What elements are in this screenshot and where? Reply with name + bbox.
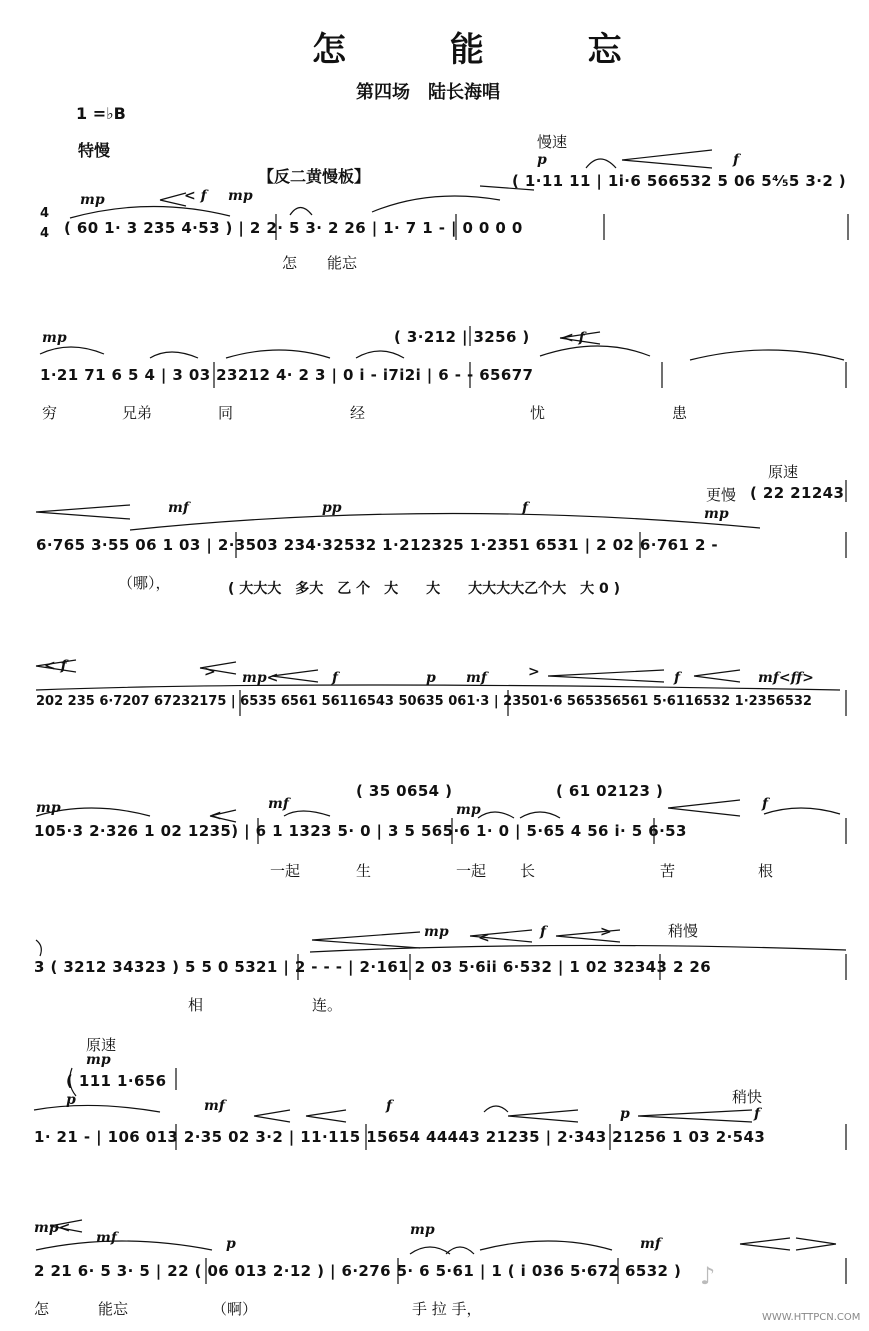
crescendo-hairpin xyxy=(160,193,186,206)
slur xyxy=(480,1241,612,1250)
bar-line xyxy=(176,1068,846,1150)
slur xyxy=(586,159,616,168)
dynamic-mark: > xyxy=(528,664,540,680)
bar-line xyxy=(240,690,846,716)
crescendo-hairpin xyxy=(36,660,76,672)
crescendo-hairpin xyxy=(560,332,600,344)
section-banner: 【反二黄慢板】 xyxy=(258,167,371,186)
lyric-word: 生 xyxy=(356,862,372,880)
slur xyxy=(70,1068,76,1096)
slur xyxy=(36,1241,212,1250)
slur xyxy=(540,346,650,356)
bar-line xyxy=(276,214,848,240)
diminuendo-hairpin xyxy=(508,1110,578,1122)
tempo-marking: 原速 xyxy=(86,1036,117,1054)
dynamic-hairpin xyxy=(254,1110,346,1122)
slur xyxy=(150,352,198,358)
lyric-word: 经 xyxy=(350,404,366,422)
dynamic-mark: mp< xyxy=(34,1220,71,1236)
lyric-word: 连。 xyxy=(312,996,343,1014)
bar-line xyxy=(214,326,846,388)
tempo-marking: 更慢 xyxy=(706,486,737,504)
score-subtitle: 第四场 陆长海唱 xyxy=(356,82,500,103)
lyric-word: 相 xyxy=(188,996,204,1014)
lyric-word: 一起 xyxy=(456,862,487,880)
crescendo-hairpin xyxy=(638,1110,752,1122)
dynamic-mark: pp xyxy=(322,500,342,516)
dynamic-mark: f xyxy=(522,500,529,516)
dynamic-mark: f xyxy=(733,152,740,168)
notation-line: ( 1·11 11 | 1i·6 566532 5 06 5⁴⁄₅5 3·2 ) xyxy=(512,172,847,190)
slur xyxy=(764,808,840,814)
dynamic-mark: mp xyxy=(410,1222,435,1238)
slur xyxy=(310,945,846,952)
slur xyxy=(484,1106,508,1112)
notation-line: 202 235 6·7207 67232175 | 6535 6561 56116543 50635 061·3 | 23501·6 565356561 5·6116532 1·2356532 xyxy=(36,694,812,709)
dynamic-mark: mp xyxy=(424,924,449,940)
dynamic-mark: mp xyxy=(456,802,481,818)
dynamic-mark: < f xyxy=(44,658,67,674)
watermark-logo: ♪ xyxy=(700,1262,716,1290)
bar-line xyxy=(236,480,846,558)
bar-line xyxy=(298,954,846,980)
dynamic-mark: mp< xyxy=(242,670,279,686)
tempo-marking: 原速 xyxy=(768,463,799,481)
dynamic-mark: < f xyxy=(184,188,207,204)
dynamic-mark: mp xyxy=(36,800,61,816)
slur xyxy=(356,351,404,358)
lyric-word: （啊） xyxy=(212,1300,258,1318)
notation-line: 6·765 3·55 06 1 03 | 2·3503 234·32532 1·212325 1·2351 6531 | 2 02 6·761 2 - xyxy=(36,536,719,554)
dynamic-mark: mp xyxy=(86,1052,111,1068)
slur xyxy=(226,350,330,358)
tempo-marking: 特慢 xyxy=(78,141,111,160)
dynamic-mark: < xyxy=(478,930,490,946)
dynamic-mark: f xyxy=(754,1106,761,1122)
dynamic-mark: f xyxy=(762,796,769,812)
tempo-marking: 慢速 xyxy=(537,133,568,151)
lyric-word: 患 xyxy=(672,404,688,422)
slur xyxy=(36,685,840,690)
dynamic-mark: > xyxy=(600,924,612,940)
lyric-word: 怎 xyxy=(34,1300,50,1318)
lyrics-line: 怎 能忘 xyxy=(282,254,358,272)
slur xyxy=(284,811,330,816)
slur xyxy=(690,350,844,360)
dynamic-mark: f xyxy=(674,670,681,686)
lyric-word: 能忘 xyxy=(98,1300,129,1318)
dynamic-mark: < xyxy=(210,808,222,824)
dynamic-mark: mf xyxy=(466,670,487,686)
notation-line: 1· 21 - | 106 013 2·35 02 3·2 | 11·115 15654 44443 21235 | 2·343 21256 1 03 2·543 xyxy=(34,1128,766,1146)
dynamic-mark: f xyxy=(540,924,547,940)
watermark-url: WWW.HTTPCN.COM xyxy=(762,1312,861,1323)
lyric-word: 穷 xyxy=(42,404,58,422)
score-title: 怎 能 忘 xyxy=(312,30,668,70)
tempo-marking: 稍慢 xyxy=(668,922,699,940)
dynamic-mark: mf<ff> xyxy=(758,670,814,686)
dynamic-mark: > xyxy=(204,664,216,680)
dynamic-hairpin xyxy=(548,670,740,682)
dynamic-mark: mf xyxy=(268,796,289,812)
slur xyxy=(446,1247,474,1254)
dynamic-mark: mp xyxy=(704,506,729,522)
dynamic-mark: p xyxy=(66,1092,76,1108)
slur xyxy=(40,347,104,354)
diminuendo-hairpin xyxy=(36,505,130,519)
time-signature-bottom: 4 xyxy=(40,226,50,241)
notation-line: ( 3·212 | 3256 ) xyxy=(394,328,530,346)
bar-line xyxy=(258,818,846,844)
dynamic-mark: < f xyxy=(562,330,585,346)
slur xyxy=(478,812,514,818)
dynamic-mark: mf xyxy=(640,1236,661,1252)
dynamic-mark: mf xyxy=(96,1230,117,1246)
lyric-word: 根 xyxy=(758,862,774,880)
notation-line: ( 60 1· 3 235 4·53 ) | 2 2· 5 3· 2 26 | 1· 7 1 - | 0 0 0 0 xyxy=(64,219,523,237)
bar-line xyxy=(206,1258,846,1284)
lyric-word: 同 xyxy=(218,404,234,422)
notation-line: ( 35 0654 ) xyxy=(356,782,453,800)
crescendo-hairpin xyxy=(622,150,712,168)
dynamic-mark: mp xyxy=(42,330,67,346)
notation-line: 3 ( 3212 34323 ) 5 5 0 5321 | 2 - - - | 2·161 2 03 5·6ii 6·532 | 1 02 32343 2 26 xyxy=(34,958,712,976)
notation-line: 1·21 71 6 5 4 | 3 03 23212 4· 2 3 | 0 i - i7i2i | 6 - - 65677 xyxy=(40,366,534,384)
lyrics-line: （哪）， xyxy=(118,574,171,592)
dynamic-mark: mf xyxy=(204,1098,225,1114)
lyric-word: 手 拉 手， xyxy=(412,1300,482,1318)
lyric-word: 苦 xyxy=(660,862,676,880)
notation-line: ( 111 1·656 xyxy=(66,1072,167,1090)
lyric-word: 兄弟 xyxy=(122,404,153,422)
key-signature: 1 =♭B xyxy=(76,104,126,123)
slur xyxy=(372,196,500,212)
dynamic-mark: p xyxy=(426,670,436,686)
dynamic-mark: mp xyxy=(80,192,105,208)
crescendo-hairpin xyxy=(210,810,236,822)
slur xyxy=(290,208,312,216)
time-signature-top: 4 xyxy=(40,206,50,221)
slur xyxy=(410,1247,450,1254)
slur xyxy=(480,186,534,190)
slur xyxy=(520,812,560,818)
dynamic-hairpin xyxy=(740,1238,836,1250)
lyric-word: 长 xyxy=(520,862,536,880)
tempo-marking: 稍快 xyxy=(732,1088,763,1106)
dynamic-mark: mf xyxy=(168,500,189,516)
slur xyxy=(36,808,150,816)
dynamic-mark: p xyxy=(620,1106,630,1122)
dynamic-mark: p xyxy=(537,152,547,168)
slur xyxy=(34,1105,160,1112)
dynamic-hairpin xyxy=(200,662,318,682)
lyric-word: 一起 xyxy=(270,862,301,880)
dynamic-mark: f xyxy=(386,1098,393,1114)
notation-line: 105·3 2·326 1 02 1235) | 6 1 1323 5· 0 | 3 5 565·6 1· 0 | 5·65 4 56 i· 5 6·53 xyxy=(34,822,687,840)
notation-line: ( 61 02123 ) xyxy=(556,782,664,800)
dynamic-mark: mp xyxy=(228,188,253,204)
notation-line: 2 21 6· 5 3· 5 | 22 ( 06 013 2·12 ) | 6·276 5· 6 5·61 | 1 ( i 036 5·672 6532 ) xyxy=(34,1262,682,1280)
lyric-word: 忧 xyxy=(530,404,546,422)
crescendo-hairpin xyxy=(668,800,740,816)
notation-line: ( 22 21243 xyxy=(750,484,845,502)
slur xyxy=(130,513,760,530)
crescendo-hairpin xyxy=(50,1220,82,1232)
dynamic-mark: p xyxy=(226,1236,236,1252)
percussion-line: ( 大大大 多大 乙 个 大 大 大大大大乙个大 大 0 ) xyxy=(228,581,621,597)
slur xyxy=(36,940,41,956)
slur xyxy=(70,206,230,218)
dynamic-mark: f xyxy=(332,670,339,686)
